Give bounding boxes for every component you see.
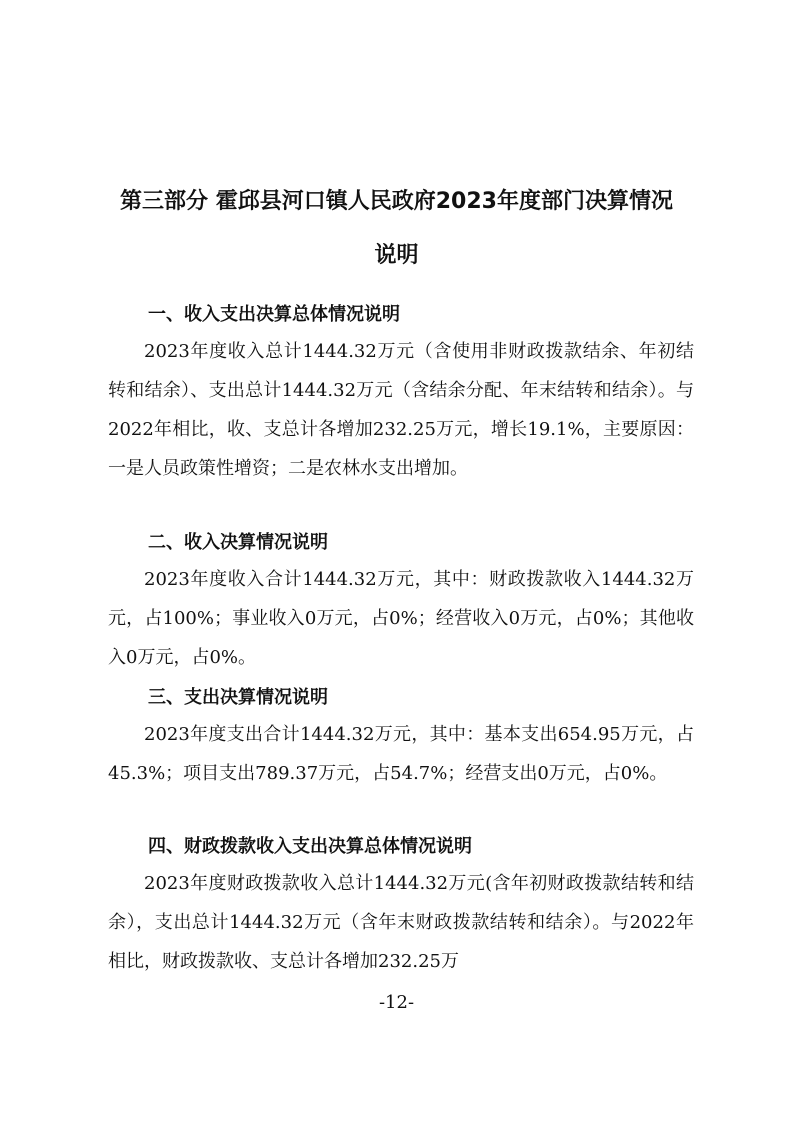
section-3-heading: 三、支出决算情况说明: [148, 687, 328, 708]
page-number: -12-: [378, 992, 415, 1013]
section-2-heading: 二、收入决算情况说明: [148, 532, 328, 553]
section-2-paragraph: 2023年度收入合计1444.32万元，其中：财政拨款收入1444.32万元，占100%；事业收入0万元，占0%；经营收入0万元，占0%；其他收入0万元，占0%。: [108, 569, 694, 668]
document-title-line-2: 说明: [374, 243, 419, 268]
section-1-paragraph: 2023年度收入总计1444.32万元（含使用非财政拨款结余、年初结转和结余）、支出总计1444.32万元（含结余分配、年末结转和结余）。与2022年相比，收、支总计各增加232.25万元，增长19.1%，主要原因：一是人员政策性增资；二是农林水支出增加。: [108, 341, 694, 479]
section-4-paragraph: 2023年度财政拨款收入总计1444.32万元(含年初财政拨款结转和结余），支出总计1444.32万元（含年末财政拨款结转和结余）。与2022年相比，财政拨款收、支总计各增加232.25万: [108, 873, 694, 972]
document-title-line-1: 第三部分 霍邱县河口镇人民政府2023年度部门决算情况: [120, 189, 673, 214]
section-4-heading: 四、财政拨款收入支出决算总体情况说明: [148, 836, 472, 857]
section-1-heading: 一、收入支出决算总体情况说明: [148, 304, 400, 325]
section-3-paragraph: 2023年度支出合计1444.32万元，其中：基本支出654.95万元，占45.3%；项目支出789.37万元，占54.7%；经营支出0万元，占0%。: [108, 724, 694, 784]
